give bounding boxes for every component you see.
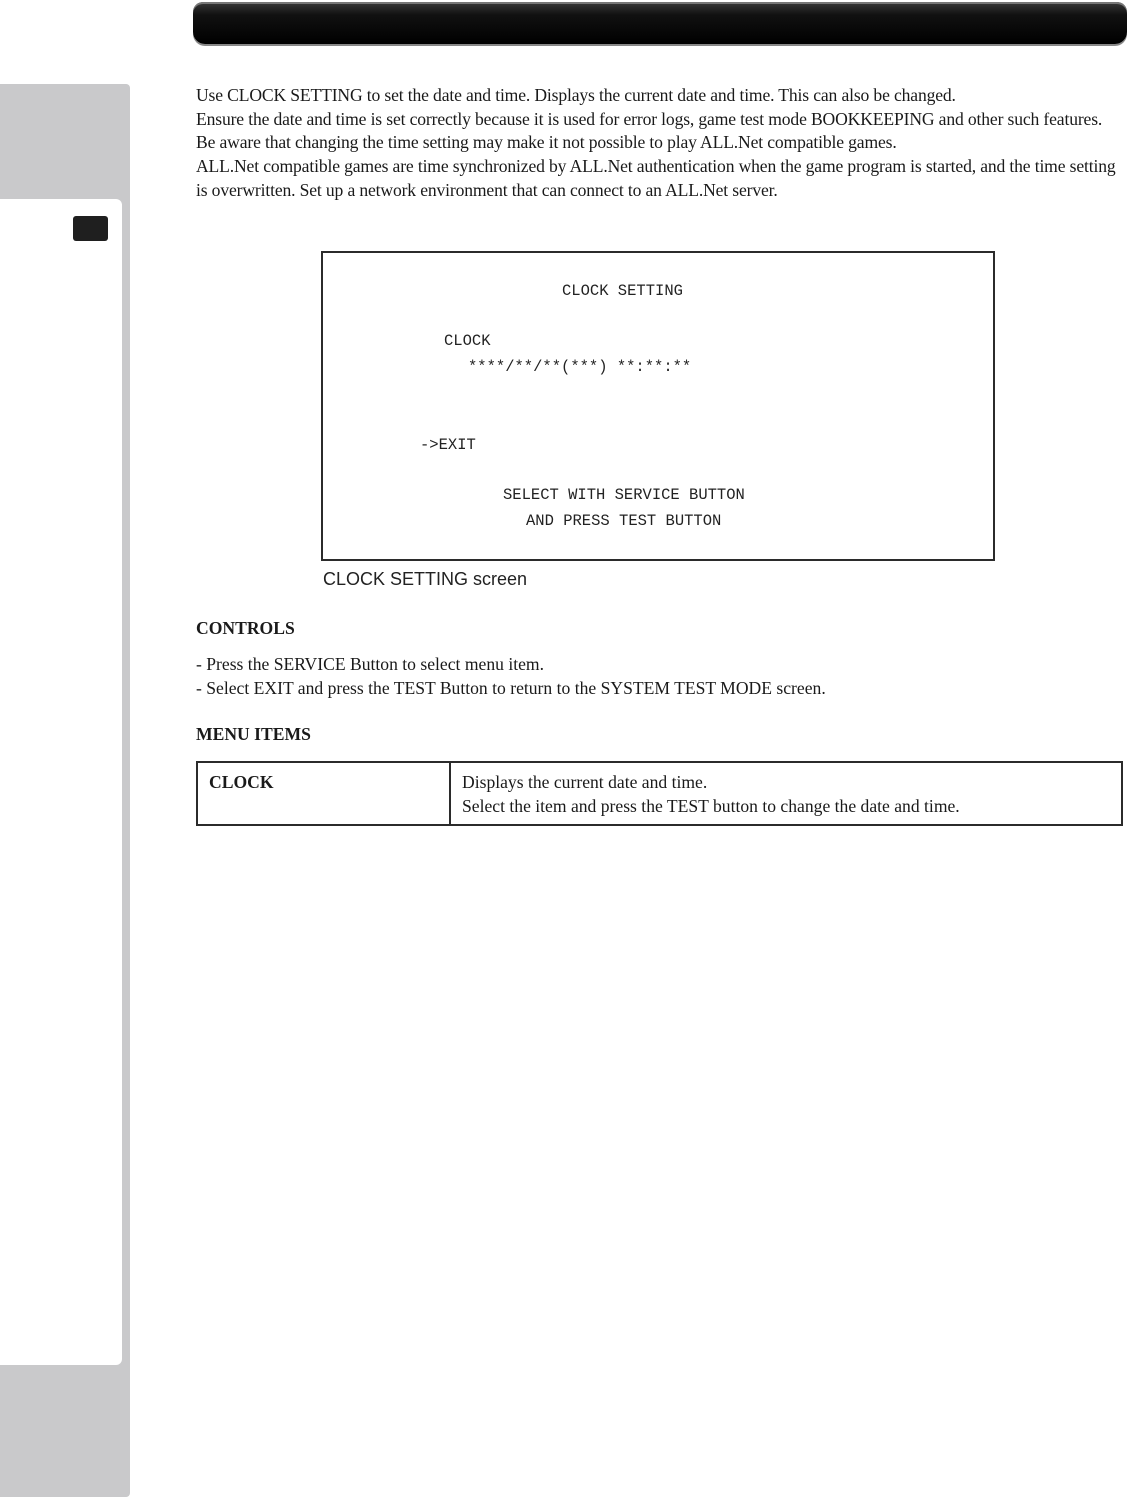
menu-item-description <box>450 762 1122 825</box>
controls-list <box>196 652 826 700</box>
description-line: Select the item and press the TEST button to change the date and time. <box>462 796 960 816</box>
controls-heading: CONTROLS <box>196 618 295 638</box>
exit-menu-item: ->EXIT <box>420 436 476 454</box>
instruction-line-1: SELECT WITH SERVICE BUTTON <box>503 486 745 504</box>
intro-line: ALL.Net compatible games are time synchronized by ALL.Net authentication when the game program is started, and the time setting is overwritten. Set up a network environment that can connect to an ALL.Net server. <box>196 156 1116 200</box>
controls-item: - Press the SERVICE Button to select menu item. <box>196 654 544 674</box>
side-tab-active <box>0 199 130 1367</box>
chapter-marker <box>73 216 108 241</box>
menu-items-heading: MENU ITEMS <box>196 724 311 744</box>
clock-value: ****/**/**(***) **:**:** <box>468 358 692 376</box>
clock-label: CLOCK <box>444 332 491 350</box>
intro-line: Ensure the date and time is set correctly because it is used for error logs, game test mode BOOKKEEPING and other such features. <box>196 108 1103 129</box>
intro-line: Be aware that changing the time setting may make it not possible to play ALL.Net compatible games. <box>196 132 897 153</box>
clock-setting-screen <box>321 251 995 561</box>
screen-caption: CLOCK SETTING screen <box>323 569 528 589</box>
side-tab-upper <box>0 84 130 199</box>
intro-text <box>196 84 1126 203</box>
side-tab-lower <box>0 1367 130 1497</box>
screen-title: CLOCK SETTING <box>562 282 683 300</box>
menu-item-name: CLOCK <box>197 762 450 825</box>
section-header-bar <box>193 2 1127 44</box>
description-line: Displays the current date and time. <box>462 772 708 792</box>
menu-items-table <box>196 761 1123 826</box>
table-row <box>197 762 1122 825</box>
controls-item: - Select EXIT and press the TEST Button to return to the SYSTEM TEST MODE screen. <box>196 678 826 698</box>
instruction-line-2: AND PRESS TEST BUTTON <box>526 512 722 530</box>
intro-line: Use CLOCK SETTING to set the date and time. Displays the current date and time. This can also be changed. <box>196 85 956 105</box>
